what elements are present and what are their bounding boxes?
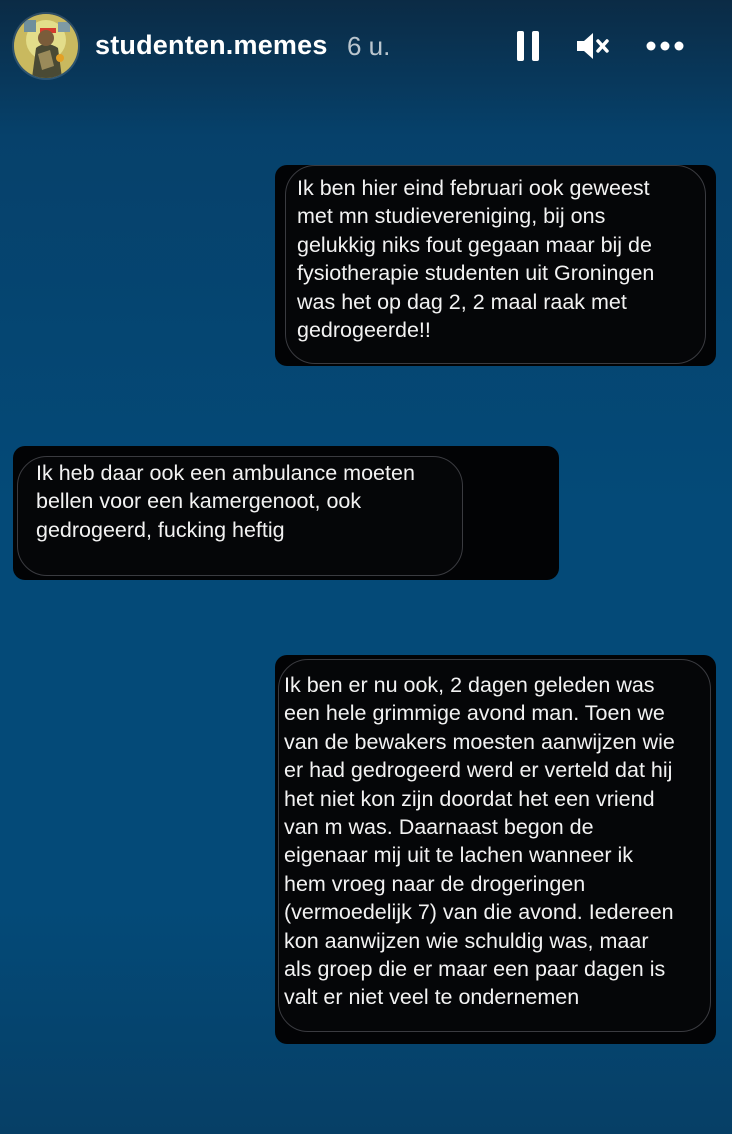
speaker-muted-icon xyxy=(575,31,609,61)
message-text: Ik ben hier eind februari ook geweest met mn studievereniging, bij ons gelukkig niks fout gegaan maar bij de fysiotherapie studenten uit Groningen was het op dag 2, 2 maal raak met gedrogeerde!! xyxy=(297,176,655,343)
message-text: Ik ben er nu ook, 2 dagen geleden was een hele grimmige avond man. Toen we van de bewakers moesten aanwijzen wie er had gedrogeerd werd er verteld dat hij het niet kon zijn doordat het een vriend van m was. Daarnaast begon de eigenaar mij uit te lachen wanneer ik hem vroeg naar de drogeringen (vermoedelijk 7) van die avond. Iedereen kon aanwijzen wie schuldig was, maar als groep die er maar een paar dagen is valt er niet veel te ondernemen xyxy=(284,673,675,1010)
pause-icon xyxy=(516,30,540,62)
message-screenshot-1 xyxy=(275,165,716,366)
message-screenshot-3 xyxy=(275,655,716,1044)
story-header xyxy=(0,0,732,92)
story-time: 6 u. xyxy=(347,31,391,61)
message-text: Ik heb daar ook een ambulance moeten bellen voor een kamergenoot, ook gedrogeerd, fucking heftig xyxy=(36,461,415,542)
avatar[interactable] xyxy=(14,14,78,78)
mute-button[interactable] xyxy=(570,24,614,68)
message-screenshot-2 xyxy=(13,446,559,580)
more-options-button[interactable] xyxy=(640,24,690,68)
avatar-image xyxy=(14,14,78,78)
pause-button[interactable] xyxy=(506,24,550,68)
username[interactable]: studenten.memes xyxy=(95,30,328,60)
more-horizontal-icon xyxy=(646,41,684,51)
